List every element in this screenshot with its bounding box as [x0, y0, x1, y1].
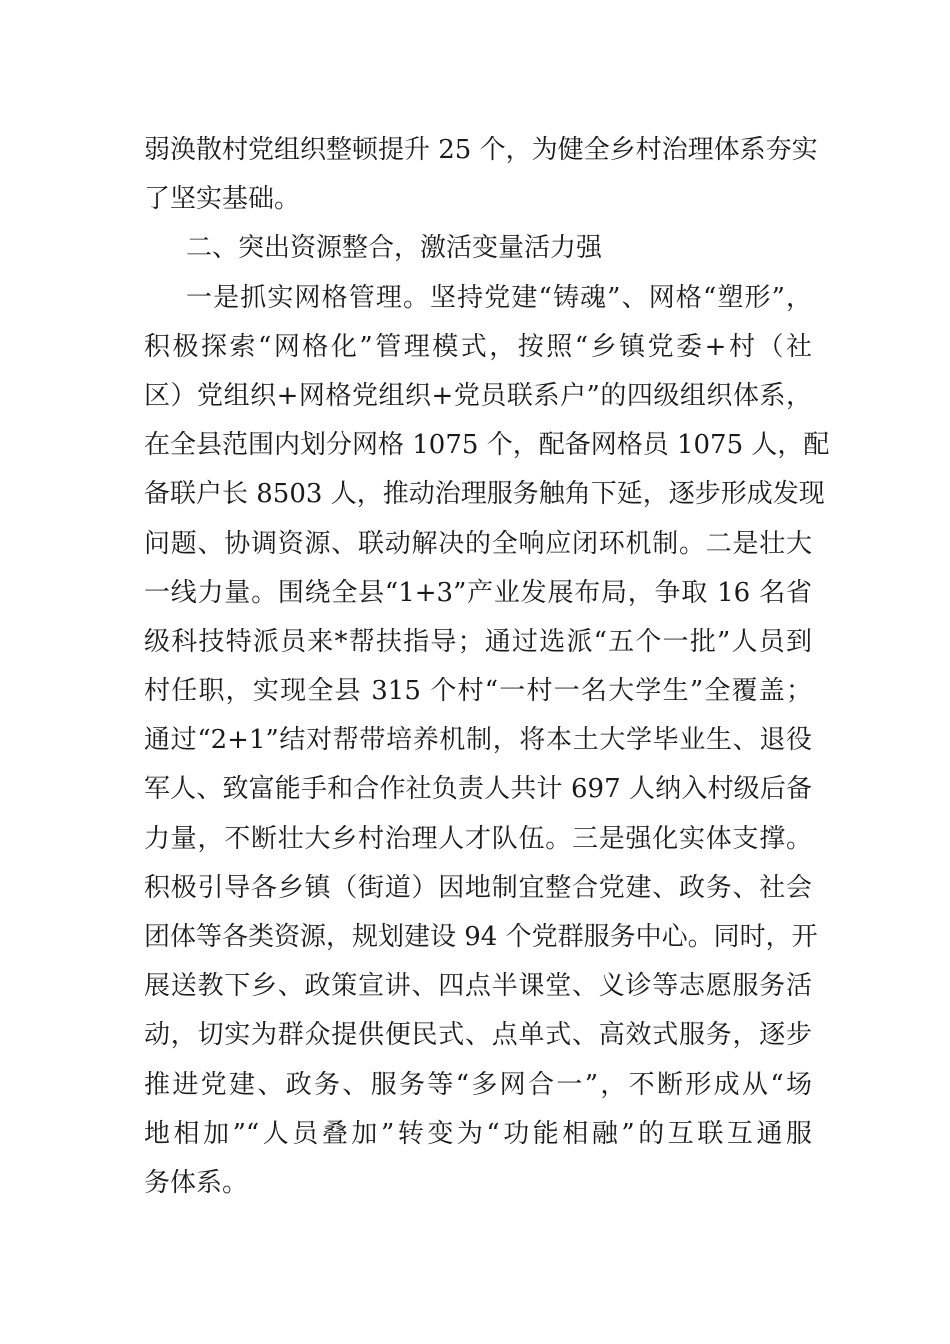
text-line: 积极探索“网格化”管理模式，按照“乡镇党委+村（社	[144, 331, 812, 362]
section-heading: 二、突出资源整合，激活变量活力强	[186, 233, 603, 264]
text-line: 推进党建、政务、服务等“多网合一”，不断形成从“场	[144, 1069, 812, 1100]
text-line: 团体等各类资源，规划建设 94 个党群服务中心。同时，开	[144, 922, 818, 952]
text-line: 地相加”“人员叠加”转变为“功能相融”的互联互通服	[144, 1118, 812, 1149]
text-line: 务体系。	[144, 1167, 249, 1198]
text-line: 一线力量。围绕全县“1+3”产业发展布局，争取 16 名省	[144, 577, 812, 608]
text-line: 备联户长 8503 人，推动治理服务触角下延，逐步形成发现	[144, 479, 825, 510]
text-line: 展送教下乡、政策宣讲、四点半课堂、义诊等志愿服务活	[144, 971, 812, 1002]
body-text	[144, 126, 830, 1208]
text-line: 弱涣散村党组织整顿提升 25 个，为健全乡村治理体系夯实	[144, 135, 818, 165]
text-line: 动，切实为群众提供便民式、点单式、高效式服务，逐步	[144, 1020, 812, 1051]
text-line: 军人、致富能手和合作社负责人共计 697 人纳入村级后备	[144, 774, 812, 805]
text-line: 问题、协调资源、联动解决的全响应闭环机制。二是壮大	[144, 528, 812, 559]
text-line: 力量，不断壮大乡村治理人才队伍。三是强化实体支撑。	[144, 823, 812, 854]
text-line: 了坚实基础。	[144, 184, 301, 215]
text-line: 一是抓实网格管理。坚持党建“铸魂”、网格“塑形”，	[186, 282, 812, 313]
text-line: 积极引导各乡镇（街道）因地制宜整合党建、政务、社会	[144, 872, 812, 903]
text-line: 级科技特派员来*帮扶指导；通过选派“五个一批”人员到	[144, 626, 812, 657]
text-line: 通过“2+1”结对帮带培养机制，将本土大学毕业生、退役	[144, 725, 812, 756]
text-line: 区）党组织+网格党组织+党员联系户”的四级组织体系，	[144, 380, 812, 411]
text-line: 在全县范围内划分网格 1075 个，配备网格员 1075 人，配	[144, 430, 830, 461]
text-line: 村任职，实现全县 315 个村“一村一名大学生”全覆盖；	[144, 676, 812, 707]
